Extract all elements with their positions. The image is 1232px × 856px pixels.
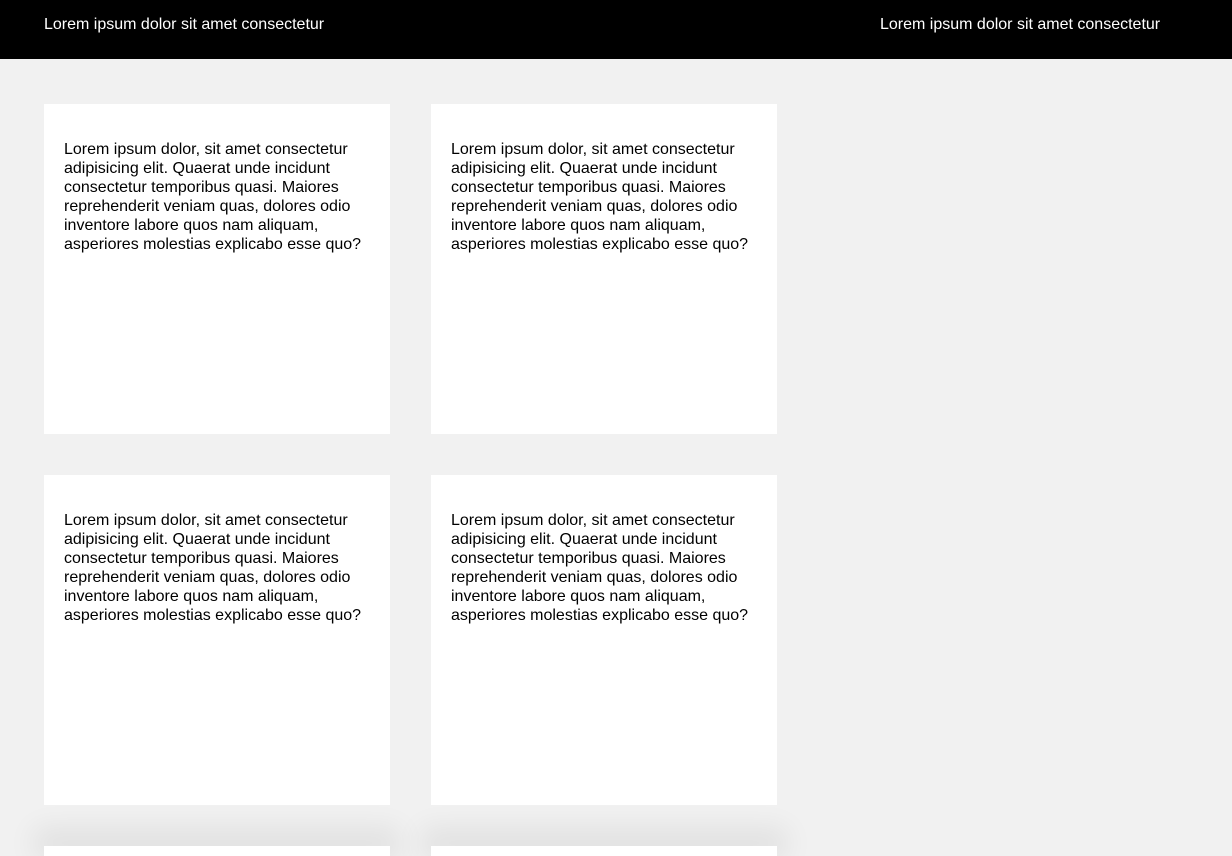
content-card [44,475,390,805]
content-card [431,475,777,805]
card-text: Lorem ipsum dolor, sit amet consectetur adipisicing elit. Quaerat unde incidunt consectetur temporibus quasi. Maiores reprehenderit veniam quas, dolores odio inventore labore quos nam aliquam, asperiores molestias explicabo esse quo? [64,141,362,253]
header-left-text: Lorem ipsum dolor sit amet consectetur [44,16,325,33]
content-card [44,104,390,434]
card-text: Lorem ipsum dolor, sit amet consectetur adipisicing elit. Quaerat unde incidunt consectetur temporibus quasi. Maiores reprehenderit veniam quas, dolores odio inventore labore quos nam aliquam, asperiores molestias explicabo esse quo? [451,141,749,253]
content-card [431,104,777,434]
card-text: Lorem ipsum dolor, sit amet consectetur adipisicing elit. Quaerat unde incidunt consectetur temporibus quasi. Maiores reprehenderit veniam quas, dolores odio inventore labore quos nam aliquam, asperiores molestias explicabo esse quo? [64,512,362,624]
header-right-text: Lorem ipsum dolor sit amet consectetur [880,16,1161,33]
card-text: Lorem ipsum dolor, sit amet consectetur adipisicing elit. Quaerat unde incidunt consectetur temporibus quasi. Maiores reprehenderit veniam quas, dolores odio inventore labore quos nam aliquam, asperiores molestias explicabo esse quo? [451,512,749,624]
top-bar [0,0,1232,59]
